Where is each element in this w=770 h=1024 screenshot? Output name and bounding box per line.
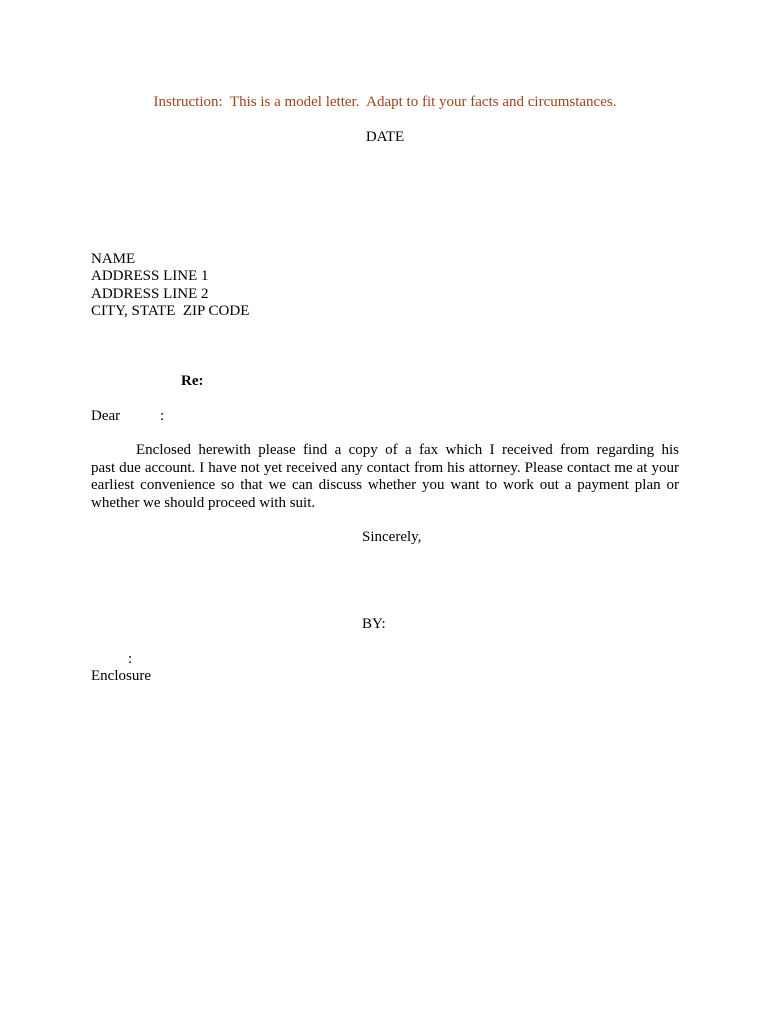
- closing: Sincerely,: [362, 529, 422, 545]
- recipient-address-line-1: ADDRESS LINE 1: [91, 268, 209, 284]
- body-paragraph: [91, 442, 679, 512]
- body-line: whether we should proceed with suit.: [91, 494, 316, 511]
- body-line: earliest convenience so that we can discuss whether you want to work out a payment plan or: [91, 477, 679, 493]
- body-line: Enclosed herewith please find a copy of a fax which I received from regarding his: [136, 442, 679, 458]
- subject-re-label: Re:: [181, 373, 204, 389]
- salutation-colon: :: [160, 408, 165, 424]
- instruction-note: Instruction: This is a model letter. Adapt to fit your facts and circumstances.: [153, 94, 617, 110]
- recipient-name: NAME: [91, 251, 136, 267]
- letter-date: DATE: [365, 129, 405, 145]
- recipient-address-line-2: ADDRESS LINE 2: [91, 286, 209, 302]
- salutation: Dear: [91, 408, 121, 424]
- enclosure-note: Enclosure: [91, 668, 151, 684]
- initials-colon: :: [128, 651, 133, 667]
- signature-by-label: BY:: [362, 616, 386, 632]
- body-line: past due account. I have not yet received any contact from his attorney. Please contact me at your: [91, 459, 679, 476]
- recipient-city-state-zip: CITY, STATE ZIP CODE: [91, 303, 250, 319]
